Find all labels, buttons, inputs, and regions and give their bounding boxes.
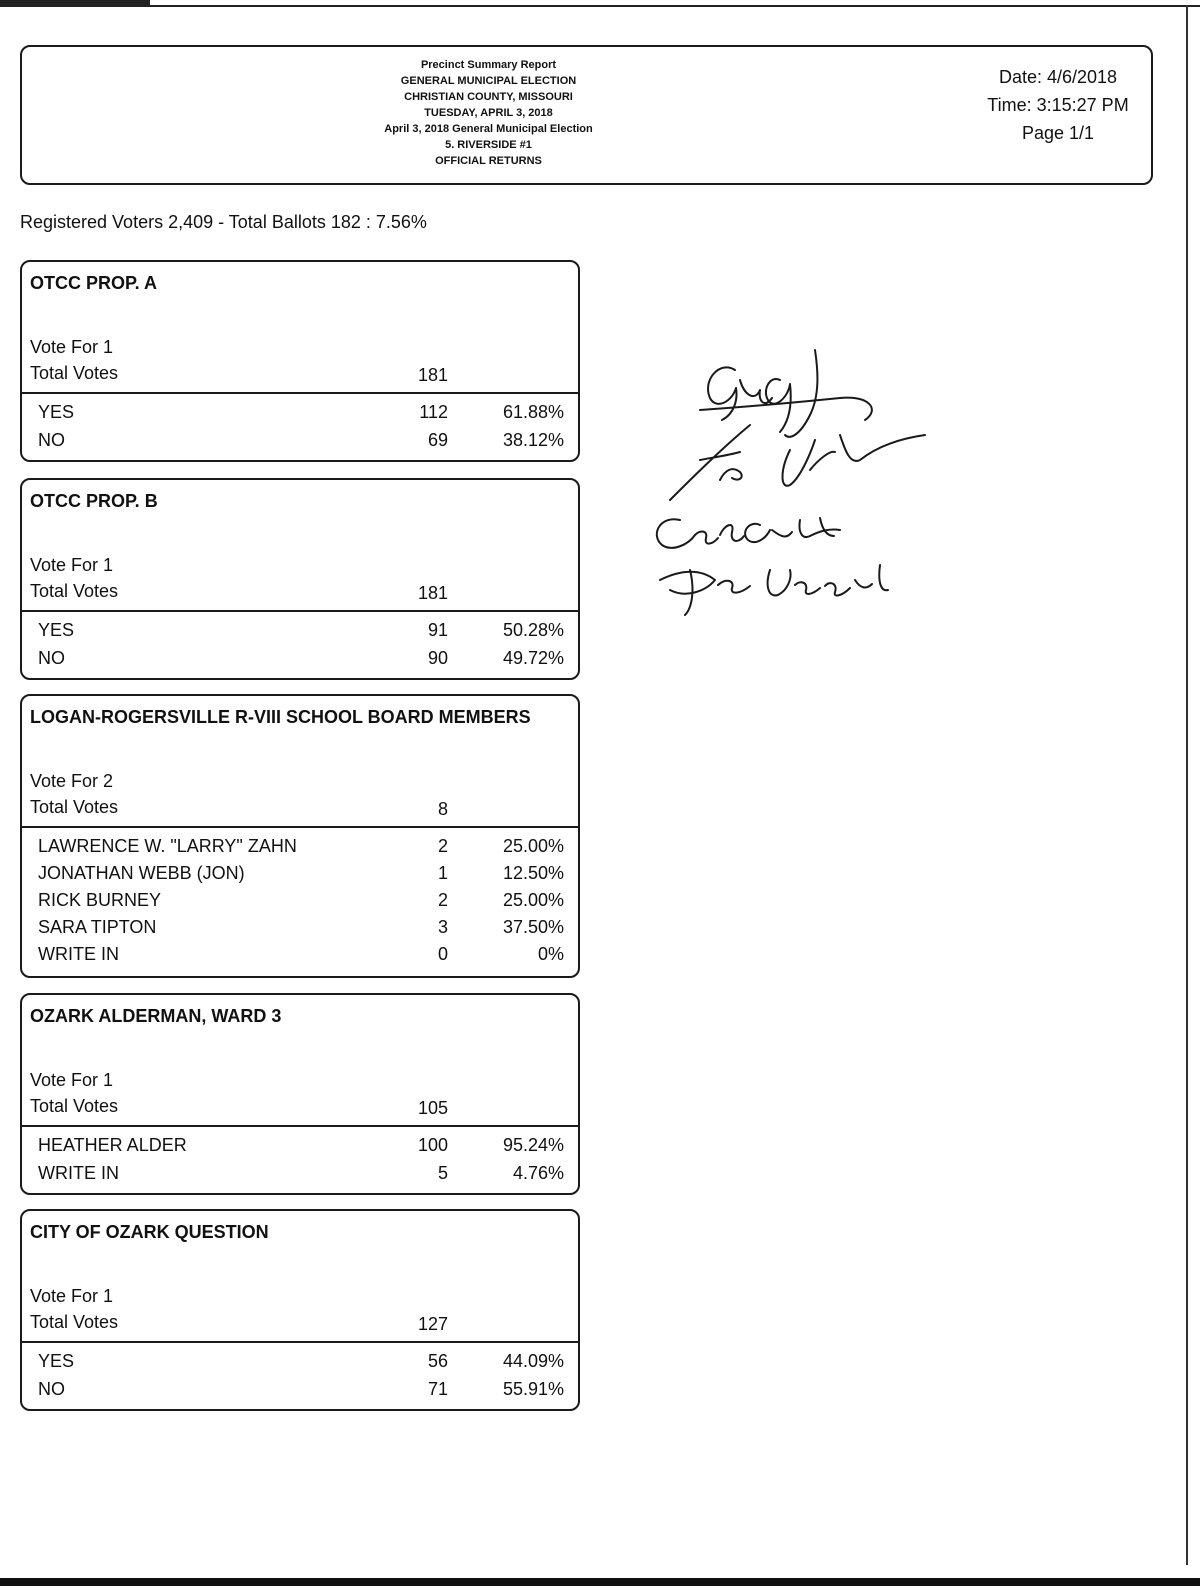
result-row xyxy=(22,430,578,458)
choice-percent: 95.24% xyxy=(502,1135,564,1155)
result-row xyxy=(22,836,578,864)
report-header xyxy=(20,45,1153,185)
report-title-line: OFFICIAL RETURNS xyxy=(435,155,542,167)
choice-name: SARA TIPTON xyxy=(38,917,157,937)
choice-votes: 71 xyxy=(427,1379,448,1399)
report-time: Time: 3:15:27 PM xyxy=(987,95,1129,115)
total-votes-value: 105 xyxy=(417,1098,448,1118)
total-votes-label: Total Votes xyxy=(30,363,119,383)
choice-name: YES xyxy=(38,402,75,422)
choice-votes: 100 xyxy=(417,1135,448,1155)
report-title-line: CHRISTIAN COUNTY, MISSOURI xyxy=(404,91,573,103)
choice-name: LAWRENCE W. "LARRY" ZAHN xyxy=(38,836,297,856)
choice-percent: 44.09% xyxy=(502,1351,564,1371)
choice-votes: 3 xyxy=(437,917,448,937)
divider xyxy=(22,1341,578,1343)
choice-votes: 1 xyxy=(437,863,448,883)
contest-box xyxy=(20,478,580,680)
contest-box xyxy=(20,993,580,1195)
vote-for-label: Vote For 1 xyxy=(30,555,114,575)
choice-votes: 2 xyxy=(437,890,448,910)
report-title-line: GENERAL MUNICIPAL ELECTION xyxy=(400,75,577,87)
choice-votes: 91 xyxy=(427,620,448,640)
result-row xyxy=(22,1135,578,1163)
report-title-line: 5. RIVERSIDE #1 xyxy=(445,139,532,151)
choice-percent: 12.50% xyxy=(502,863,564,883)
result-row xyxy=(22,1351,578,1379)
total-votes-value: 8 xyxy=(437,799,448,819)
scan-edge-bottom xyxy=(0,1578,1200,1586)
total-votes-value: 181 xyxy=(417,583,448,603)
total-votes-value: 127 xyxy=(417,1314,448,1334)
total-votes-value: 181 xyxy=(417,365,448,385)
choice-name: NO xyxy=(38,1379,65,1399)
choice-votes: 0 xyxy=(437,944,448,964)
scan-edge-right xyxy=(1186,5,1188,1565)
divider xyxy=(22,826,578,828)
signature-4 xyxy=(660,565,888,615)
contest-title: CITY OF OZARK QUESTION xyxy=(30,1222,269,1242)
choice-votes: 90 xyxy=(427,648,448,668)
choice-percent: 0% xyxy=(537,944,564,964)
result-row xyxy=(22,917,578,945)
choice-name: HEATHER ALDER xyxy=(38,1135,187,1155)
report-date: Date: 4/6/2018 xyxy=(998,67,1118,87)
choice-percent: 49.72% xyxy=(502,648,564,668)
divider xyxy=(22,392,578,394)
contest-title: OTCC PROP. A xyxy=(30,273,158,293)
choice-name: NO xyxy=(38,648,65,668)
choice-votes: 112 xyxy=(419,402,448,422)
report-title-line: April 3, 2018 General Municipal Election xyxy=(384,123,593,135)
total-votes-label: Total Votes xyxy=(30,1312,119,1332)
choice-name: WRITE IN xyxy=(38,944,119,964)
contest-title: OZARK ALDERMAN, WARD 3 xyxy=(30,1006,282,1026)
report-title-line: Precinct Summary Report xyxy=(420,59,557,71)
choice-percent: 37.50% xyxy=(502,917,564,937)
result-row xyxy=(22,944,578,972)
vote-for-label: Vote For 2 xyxy=(30,771,114,791)
contest-box xyxy=(20,260,580,462)
total-votes-label: Total Votes xyxy=(30,581,119,601)
choice-votes: 56 xyxy=(427,1351,448,1371)
result-row xyxy=(22,1379,578,1407)
result-row xyxy=(22,620,578,648)
choice-name: YES xyxy=(38,1351,75,1371)
signature-2 xyxy=(670,425,925,500)
choice-percent: 25.00% xyxy=(502,836,564,856)
choice-name: WRITE IN xyxy=(38,1163,119,1183)
contest-title: OTCC PROP. B xyxy=(30,491,158,511)
signature-1 xyxy=(700,350,872,437)
choice-name: YES xyxy=(38,620,75,640)
turnout-summary: Registered Voters 2,409 - Total Ballots 182 : 7.56% xyxy=(20,212,427,232)
choice-percent: 55.91% xyxy=(502,1379,564,1399)
signature-3 xyxy=(657,518,840,548)
divider xyxy=(22,1125,578,1127)
contest-box xyxy=(20,1209,580,1411)
choice-percent: 25.00% xyxy=(502,890,564,910)
choice-votes: 2 xyxy=(437,836,448,856)
report-meta xyxy=(973,63,1143,147)
choice-name: RICK BURNEY xyxy=(38,890,162,910)
total-votes-label: Total Votes xyxy=(30,797,119,817)
choice-votes: 69 xyxy=(427,430,448,450)
result-row xyxy=(22,402,578,430)
choice-percent: 61.88% xyxy=(502,402,564,422)
divider xyxy=(22,610,578,612)
contest-title: LOGAN-ROGERSVILLE R-VIII SCHOOL BOARD MEMBERS xyxy=(30,707,531,727)
result-row xyxy=(22,863,578,891)
result-row xyxy=(22,890,578,918)
total-votes-label: Total Votes xyxy=(30,1096,119,1116)
signatures xyxy=(640,340,940,620)
choice-name: NO xyxy=(38,430,65,450)
report-page: Page 1/1 xyxy=(1021,123,1095,143)
report-title-line: TUESDAY, APRIL 3, 2018 xyxy=(424,107,553,119)
choice-percent: 50.28% xyxy=(502,620,564,640)
scan-edge-top xyxy=(0,5,1200,7)
result-row xyxy=(22,648,578,676)
vote-for-label: Vote For 1 xyxy=(30,1070,114,1090)
contest-box xyxy=(20,694,580,978)
choice-percent: 4.76% xyxy=(512,1163,564,1183)
result-row xyxy=(22,1163,578,1191)
choice-votes: 5 xyxy=(437,1163,448,1183)
choice-name: JONATHAN WEBB (JON) xyxy=(38,863,245,883)
vote-for-label: Vote For 1 xyxy=(30,1286,114,1306)
vote-for-label: Vote For 1 xyxy=(30,337,114,357)
choice-percent: 38.12% xyxy=(502,430,564,450)
